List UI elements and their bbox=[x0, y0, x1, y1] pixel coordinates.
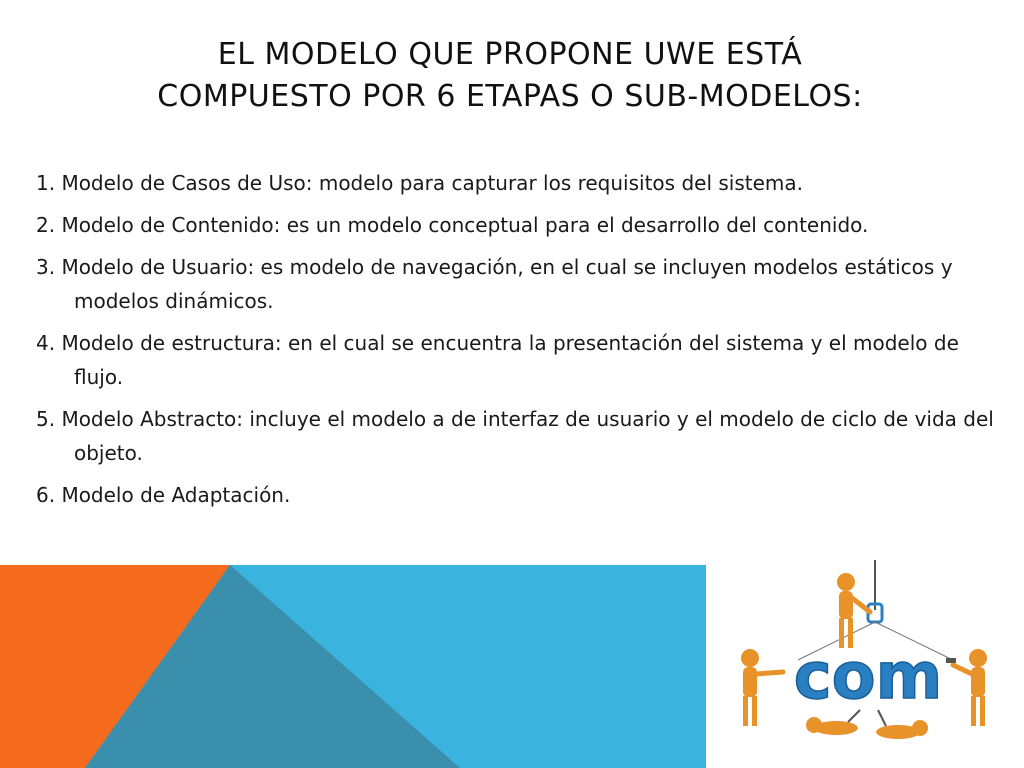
list-item: 3. Modelo de Usuario: es modelo de navegación, en el cual se incluyen modelos estáticos y modelos dinámicos. bbox=[36, 255, 953, 313]
list-item: 2. Modelo de Contenido: es un modelo conceptual para el desarrollo del contenido. bbox=[36, 213, 869, 237]
worker-figure-right bbox=[946, 649, 987, 726]
submodel-list bbox=[36, 166, 996, 520]
title-line-2: COMPUESTO POR 6 ETAPAS O SUB-MODELOS: bbox=[157, 79, 863, 114]
worker-figure-top bbox=[837, 573, 870, 648]
title-line-1: EL MODELO QUE PROPONE UWE ESTÁ bbox=[217, 37, 803, 72]
list-item: 1. Modelo de Casos de Uso: modelo para capturar los requisitos del sistema. bbox=[36, 171, 803, 195]
list-item: 6. Modelo de Adaptación. bbox=[36, 483, 291, 507]
worker-figure-left bbox=[741, 649, 783, 726]
decorative-triangles bbox=[0, 565, 706, 768]
com-construction-clipart bbox=[728, 560, 1008, 765]
com-word: com bbox=[793, 640, 943, 714]
slide-title bbox=[60, 34, 960, 118]
list-item: 5. Modelo Abstracto: incluye el modelo a de interfaz de usuario y el modelo de ciclo de vida del objeto. bbox=[36, 407, 994, 465]
worker-figures-bottom bbox=[806, 710, 928, 739]
list-item: 4. Modelo de estructura: en el cual se encuentra la presentación del sistema y el modelo de flujo. bbox=[36, 331, 959, 389]
